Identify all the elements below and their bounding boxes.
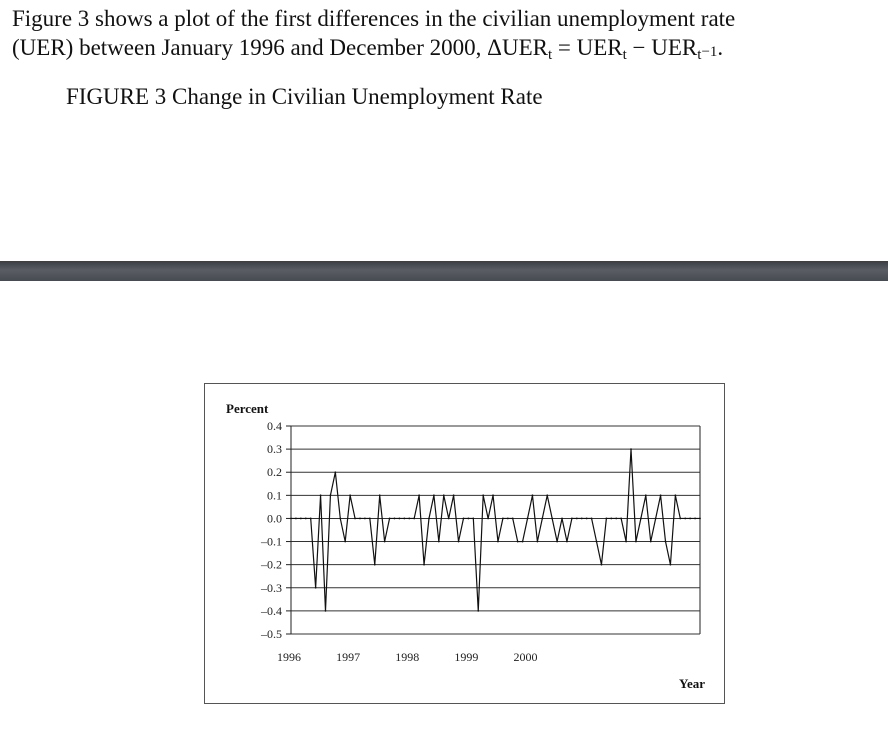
data-point [295, 518, 297, 520]
chart-svg [205, 384, 726, 705]
data-point [339, 518, 341, 520]
y-tick-label: 0.1 [267, 488, 282, 503]
data-point [551, 518, 553, 520]
data-point [305, 518, 307, 520]
data-point [394, 518, 396, 520]
data-point [359, 518, 361, 520]
data-point [630, 448, 632, 450]
data-point [591, 518, 593, 520]
data-point [413, 518, 415, 520]
series-lines [290, 448, 701, 612]
data-point [482, 494, 484, 496]
data-point [487, 518, 489, 520]
data-point [650, 541, 652, 543]
y-axis [260, 419, 291, 641]
data-point [334, 471, 336, 473]
y-tick-label: 0.4 [267, 419, 282, 433]
data-point [512, 518, 514, 520]
y-tick-label: 0.0 [267, 511, 282, 526]
data-point [699, 518, 701, 520]
data-point [403, 518, 405, 520]
data-point [507, 518, 509, 520]
data-point [660, 494, 662, 496]
data-point [561, 518, 563, 520]
data-point [576, 518, 578, 520]
data-point [566, 541, 568, 543]
data-point [610, 518, 612, 520]
data-point [374, 564, 376, 566]
data-point [546, 494, 548, 496]
data-point [369, 518, 371, 520]
data-point [384, 541, 386, 543]
y-tick-label: –0.5 [261, 627, 282, 641]
data-point [428, 518, 430, 520]
data-point [571, 518, 573, 520]
data-point [492, 494, 494, 496]
data-point [640, 518, 642, 520]
divider-bar [0, 261, 888, 281]
y-tick-label: 0.2 [267, 465, 282, 480]
data-point [655, 518, 657, 520]
data-point [556, 541, 558, 543]
data-point [330, 494, 332, 496]
data-point [315, 587, 317, 589]
intro-line-2: (UER) between January 1996 and December 2000, ΔUERt = UERt − UERt−1. [12, 35, 724, 63]
data-point [467, 518, 469, 520]
data-point [670, 564, 672, 566]
data-point [674, 494, 676, 496]
figure-caption: FIGURE 3 Change in Civilian Unemployment Rate [66, 84, 543, 109]
data-point [689, 518, 691, 520]
data-point [665, 541, 667, 543]
data-point [536, 541, 538, 543]
chart-frame [204, 383, 725, 704]
data-point [290, 518, 292, 520]
data-point [679, 518, 681, 520]
data-point [497, 541, 499, 543]
data-point [458, 541, 460, 543]
data-point [463, 518, 465, 520]
y-tick-label: –0.3 [261, 580, 282, 595]
data-point [694, 518, 696, 520]
x-axis [277, 650, 538, 664]
data-point [541, 518, 543, 520]
data-point [349, 494, 351, 496]
y-tick-label: –0.4 [261, 603, 282, 618]
data-point [418, 494, 420, 496]
data-point [605, 518, 607, 520]
data-point [448, 518, 450, 520]
data-point [320, 494, 322, 496]
data-point [354, 518, 356, 520]
x-tick-label: 1998 [395, 650, 420, 664]
data-point [517, 541, 519, 543]
data-point [443, 494, 445, 496]
data-point [581, 518, 583, 520]
data-point [438, 541, 440, 543]
data-point [408, 518, 410, 520]
data-point [601, 564, 603, 566]
x-tick-label: 1996 [277, 650, 301, 664]
data-point [453, 494, 455, 496]
data-point [596, 541, 598, 543]
data-point [379, 494, 381, 496]
x-tick-label: 2000 [513, 650, 538, 664]
y-tick-label: –0.2 [261, 557, 282, 572]
data-point [472, 518, 474, 520]
intro-paragraph [12, 4, 884, 66]
x-axis-title: Year [679, 676, 705, 691]
data-point [433, 494, 435, 496]
y-tick-label: –0.1 [261, 534, 282, 549]
data-point [527, 518, 529, 520]
data-point [615, 518, 617, 520]
x-tick-label: 1999 [454, 650, 479, 664]
data-point [625, 541, 627, 543]
data-point [684, 518, 686, 520]
x-tick-label: 1997 [336, 650, 361, 664]
data-point [325, 610, 327, 612]
data-point [310, 518, 312, 520]
data-point [389, 518, 391, 520]
data-point [364, 518, 366, 520]
series-line [291, 449, 700, 611]
data-point [502, 518, 504, 520]
data-point [344, 541, 346, 543]
data-point [423, 564, 425, 566]
data-point [300, 518, 302, 520]
y-tick-label: 0.3 [267, 442, 282, 457]
data-point [399, 518, 401, 520]
data-point [620, 518, 622, 520]
data-point [635, 541, 637, 543]
y-axis-title: Percent [226, 401, 269, 416]
intro-line-1: Figure 3 shows a plot of the first differences in the civilian unemployment rate [12, 6, 736, 31]
data-point [522, 541, 524, 543]
data-point [532, 494, 534, 496]
data-point [477, 610, 479, 612]
data-point [586, 518, 588, 520]
data-point [645, 494, 647, 496]
